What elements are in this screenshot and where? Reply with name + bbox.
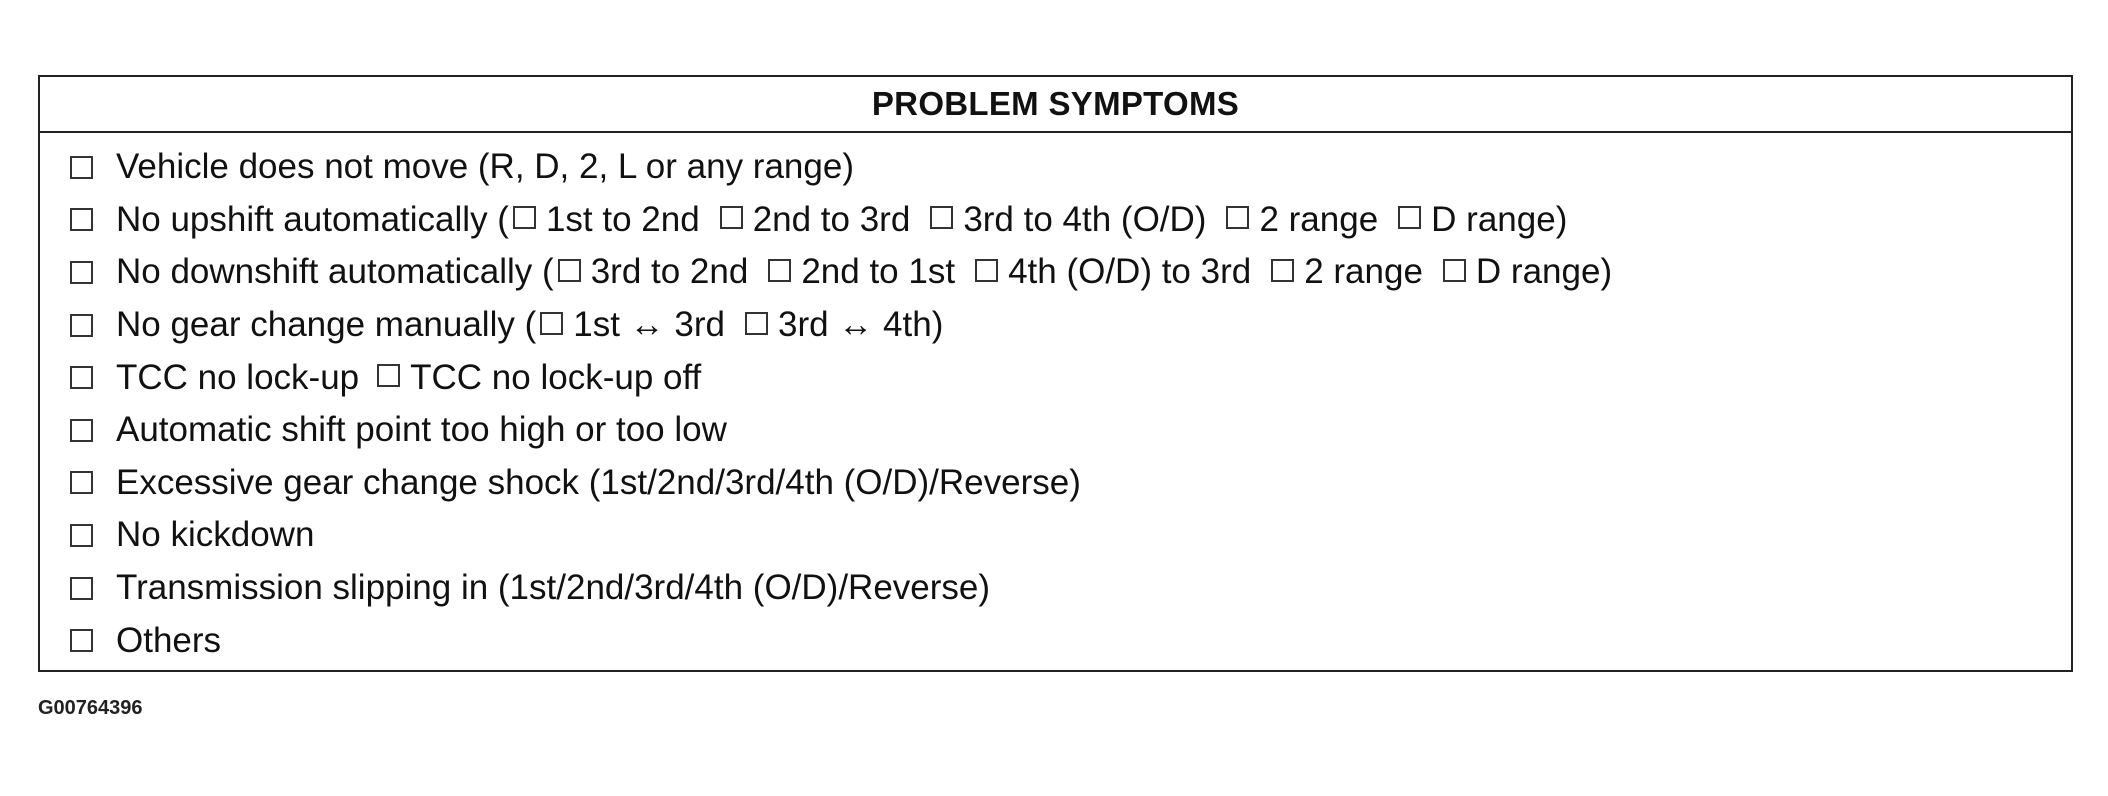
option-checkbox[interactable] [1398,206,1421,229]
option-checkbox[interactable] [768,259,791,282]
closing-paren: ) [931,305,944,345]
symptom-label: Excessive gear change shock (1st/2nd/3rd/4th (O/D)/Reverse) [116,462,1081,502]
option-checkbox[interactable] [1226,206,1249,229]
symptom-row [40,299,2071,352]
option-item [1267,252,1423,292]
option-checkbox[interactable] [930,206,953,229]
symptom-checkbox[interactable] [70,629,93,652]
symptom-label: No upshift automatically ( [116,199,509,239]
symptom-label: Transmission slipping in (1st/2nd/3rd/4th (O/D)/Reverse) [116,568,991,608]
symptom-row [40,614,2071,667]
symptom-label: TCC no lock-up [116,357,360,397]
option-checkbox[interactable] [720,206,743,229]
closing-paren: ) [1600,252,1613,292]
symptom-checkbox[interactable] [70,156,93,179]
symptom-checkbox[interactable] [70,208,93,231]
symptom-checkbox[interactable] [70,261,93,284]
option-label: 2 range [1304,252,1423,292]
option-label: D range [1475,252,1601,292]
closing-paren: ) [1555,199,1568,239]
symptom-label: Automatic shift point too high or too low [116,410,727,450]
option-checkbox[interactable] [1271,259,1294,282]
option-label: 3rd to 2nd [590,252,749,292]
symptom-row [40,194,2071,247]
symptom-label: Others [116,620,222,660]
option-item [509,200,700,240]
option-checkbox[interactable] [540,312,563,335]
option-checkbox[interactable] [975,259,998,282]
symptom-label: No kickdown [116,515,315,555]
option-item [373,358,701,398]
option-label: 2 range [1259,199,1379,239]
figure-id: G00764396 [38,697,143,719]
symptom-row [40,246,2071,299]
option-item [554,252,749,292]
symptom-list [40,133,2071,667]
option-item [716,200,911,240]
symptom-row [40,351,2071,404]
symptom-row [40,457,2071,510]
option-item [1222,200,1378,240]
form-title: PROBLEM SYMPTOMS [40,77,2071,133]
option-item [971,252,1251,292]
option-label: 1st to 2nd [545,199,700,239]
symptom-checkbox[interactable] [70,419,93,442]
option-label: 4th (O/D) to 3rd [1008,252,1252,292]
symptom-row [40,141,2071,194]
symptom-checkbox[interactable] [70,314,93,337]
option-item [926,200,1206,240]
option-label: 1st ↔ 3rd [573,305,725,345]
option-item [1439,252,1612,292]
problem-symptoms-form [38,75,2073,672]
symptom-row [40,509,2071,562]
option-item [764,252,955,292]
option-label: D range [1431,199,1556,239]
symptom-row [40,562,2071,615]
symptom-label: No gear change manually ( [116,305,537,345]
symptom-label: No downshift automatically ( [116,252,554,292]
symptom-checkbox[interactable] [70,471,93,494]
option-label: 3rd ↔ 4th [777,305,932,345]
option-item [536,305,725,345]
symptom-checkbox[interactable] [70,524,93,547]
option-label: 2nd to 1st [801,252,956,292]
option-checkbox[interactable] [513,206,536,229]
option-item [741,305,943,345]
option-item [1394,200,1567,240]
option-checkbox[interactable] [1443,259,1466,282]
symptom-row [40,404,2071,457]
option-checkbox[interactable] [745,312,768,335]
option-label: 2nd to 3rd [752,199,911,239]
symptom-checkbox[interactable] [70,577,93,600]
option-label: TCC no lock-up off [410,357,702,397]
option-checkbox[interactable] [377,364,400,387]
symptom-label: Vehicle does not move (R, D, 2, L or any range) [116,147,854,187]
option-label: 3rd to 4th (O/D) [963,199,1207,239]
option-checkbox[interactable] [558,259,581,282]
symptom-checkbox[interactable] [70,366,93,389]
